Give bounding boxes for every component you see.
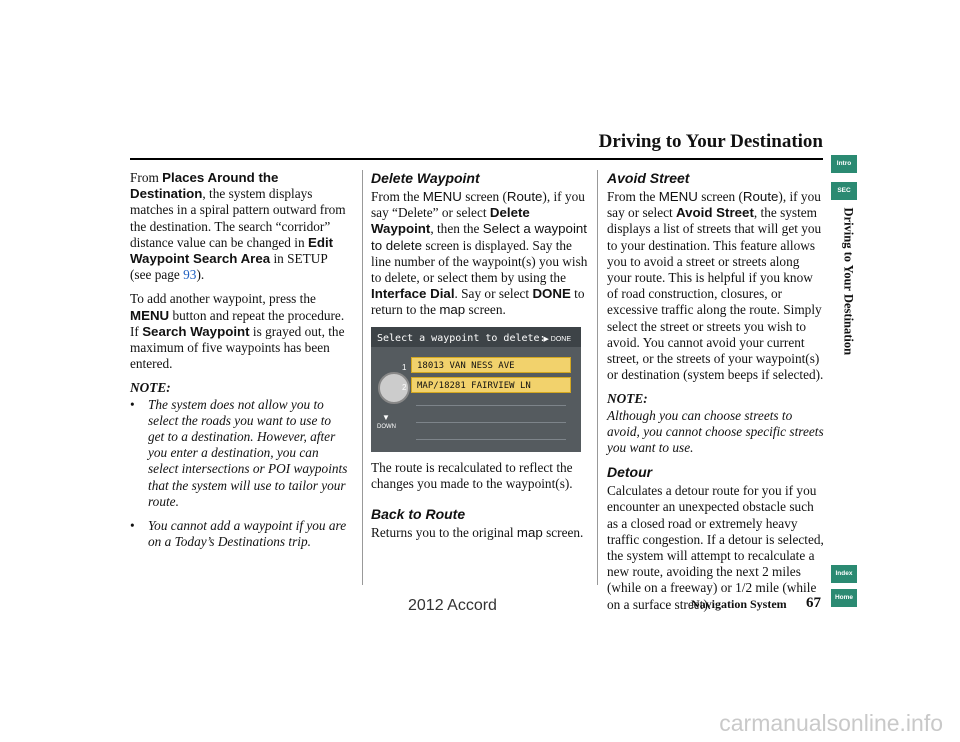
note-text: Although you can choose streets to avoid, you cannot choose specific streets you want to use. [607, 407, 824, 456]
screen-title: Select a waypoint to delete: [377, 332, 546, 344]
row-number: 1 [402, 362, 407, 372]
tab-index[interactable]: Index [831, 565, 857, 583]
paragraph-detour: Calculates a detour route for you if you encounter an unexpected obstacle such as a closed road or extremely heavy traffic congestion. If a detour is selected, the system will attempt to recalculate a new route, avoiding the next 2 miles (while on a freeway) or 1/2 mile (while on a surface street). [607, 483, 824, 612]
model-label: 2012 Accord [408, 597, 497, 614]
tab-sec[interactable]: SEC [831, 182, 857, 200]
column-divider [362, 170, 363, 585]
watermark: carmanualsonline.info [719, 710, 943, 736]
note-item: • You cannot add a waypoint if you are on a Today’s Destinations trip. [130, 518, 350, 550]
note-label: NOTE: [130, 380, 171, 396]
waypoint-delete-screenshot [371, 327, 581, 452]
waypoint-row[interactable]: MAP/18281 FAIRVIEW LN [411, 377, 571, 393]
tab-intro[interactable]: Intro [831, 155, 857, 173]
page-title: Driving to Your Destination [598, 131, 823, 152]
vertical-section-title: Driving to Your Destination [841, 207, 856, 356]
column-2 [371, 170, 589, 549]
column-divider [597, 170, 598, 585]
note-list [130, 397, 350, 551]
down-label: DOWN [377, 423, 396, 430]
paragraph-route-recalculated: The route is recalculated to reflect the changes you made to the waypoint(s). [371, 459, 573, 491]
title-rule [130, 158, 823, 160]
down-arrow-icon: ▼ [382, 412, 390, 422]
paragraph-places-around: From Places Around the Destination, the system displays matches in a spiral pattern outward from the destination. The search “corridor” distance value can be changed in Edit Waypoint Search Area in SETUP (see page 93). [130, 170, 346, 283]
heading-back-to-route: Back to Route [371, 506, 466, 523]
paragraph-delete-waypoint: From the MENU screen (Route), if you say “Delete” or select Delete Waypoint, then the Select a waypoint to delete screen is displayed. Say the line number of the waypoint(s) you wish to delete, or select them by using the Interface Dial. Say or select DONE to return to the map screen. [371, 189, 588, 318]
page-number: 67 [806, 595, 821, 611]
footer-label: Navigation System [691, 597, 787, 611]
note-item: • The system does not allow you to select the roads you want to use to get to a destination. However, after you enter a destination, you can select intersections or POI waypoints that the system will use to tailor your route. [130, 397, 350, 510]
empty-row-line [416, 422, 566, 423]
heading-detour: Detour [607, 464, 653, 481]
row-number: 2 [402, 382, 407, 392]
empty-row-line [416, 405, 566, 406]
tab-home[interactable]: Home [831, 589, 857, 607]
paragraph-back-to-route: Returns you to the original map screen. [371, 525, 584, 541]
heading-delete-waypoint: Delete Waypoint [371, 170, 480, 186]
done-button[interactable]: ▶ DONE [543, 335, 571, 343]
page-link-93[interactable]: 93 [183, 267, 197, 283]
paragraph-avoid-street: From the MENU screen (Route), if you say or select Avoid Street, the system displays a list of streets that will get you to your destination. This feature allows you to avoid a street or streets along your route. This is helpful if you know of road construction, closures, or excessive traffic along the route. Simply select the street or streets you wish to avoid. You cannot avoid your current street, or the streets of your waypoint(s) or destination (system beeps if selected). [607, 189, 824, 383]
heading-avoid-street: Avoid Street [607, 170, 690, 186]
column-3 [607, 170, 825, 621]
paragraph-add-waypoint: To add another waypoint, press the MENU button and repeat the procedure. If Search Waypoint is grayed out, the maximum of five waypoints has been entered. [130, 291, 345, 372]
column-1 [130, 170, 350, 558]
empty-row-line [416, 439, 566, 440]
note-label: NOTE: [607, 391, 648, 407]
waypoint-row[interactable]: 18013 VAN NESS AVE [411, 357, 571, 373]
